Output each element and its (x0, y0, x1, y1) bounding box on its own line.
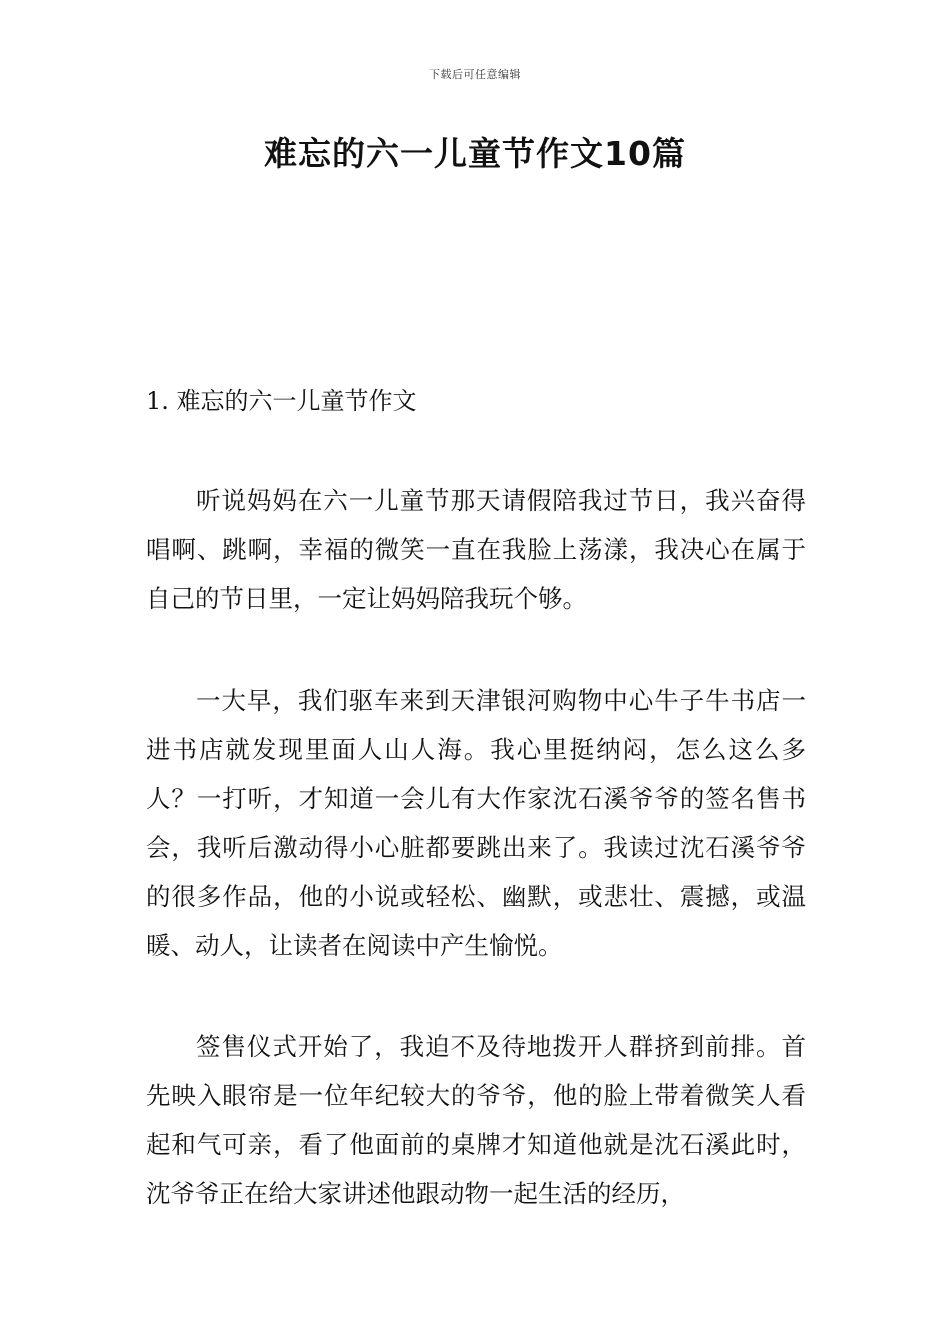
section-heading: 1. 难忘的六一儿童节作文 (146, 387, 417, 415)
paragraph-2: 一大早，我们驱车来到天津银河购物中心牛子牛书店一进书店就发现里面人山人海。我心里挺纳闷，怎么这么多人？一打听，才知道一会儿有大作家沈石溪爷爷的签名售书会，我听后激动得小心脏都要跳出来了。我读过沈石溪爷爷的很多作品，他的小说或轻松、幽默，或悲壮、震撼，或温暖、动人，让读者在阅读中产生愉悦。 (146, 686, 806, 960)
paragraph-1: 听说妈妈在六一儿童节那天请假陪我过节日，我兴奋得唱啊、跳啊，幸福的微笑一直在我脸上荡漾，我决心在属于自己的节日里，一定让妈妈陪我玩个够。 (146, 486, 806, 613)
header-note: 下载后可任意编辑 (429, 68, 521, 81)
paragraph-3: 签售仪式开始了，我迫不及待地拨开人群挤到前排。首先映入眼帘是一位年纪较大的爷爷，他的脸上带着微笑人看起和气可亲，看了他面前的桌牌才知道他就是沈石溪此时，沈爷爷正在给大家讲述他跟动物一起生活的经历， (146, 1032, 806, 1208)
document-title: 难忘的六一儿童节作文10篇 (264, 134, 686, 173)
